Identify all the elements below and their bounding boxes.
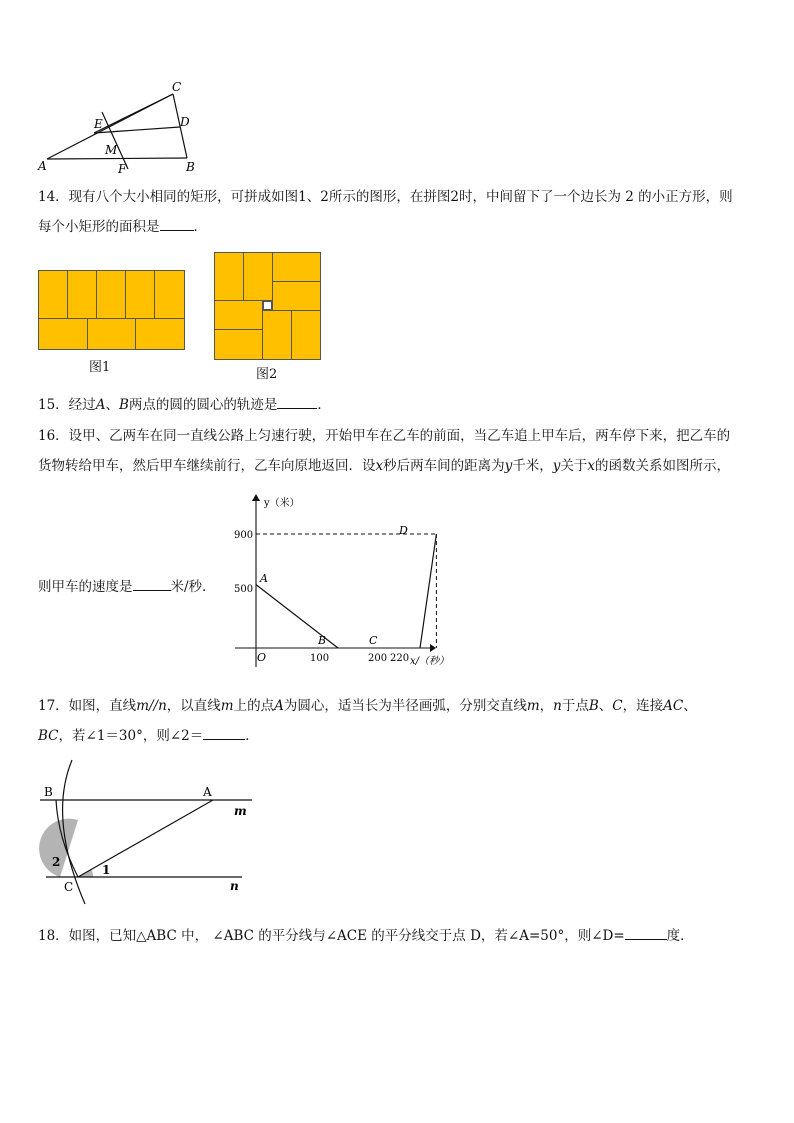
answer-blank	[133, 574, 171, 591]
x-axis-arrow	[430, 644, 436, 652]
question-16	[38, 421, 758, 481]
question-15: 15．经过A、B两点的圆的圆心的轨迹是 ．	[38, 390, 758, 420]
rectangle	[67, 270, 97, 319]
question-14	[38, 182, 758, 242]
rectangle	[38, 318, 88, 350]
x-tick-100: 100	[310, 653, 330, 664]
rectangle	[214, 329, 263, 360]
y-tick-500: 500	[234, 584, 254, 595]
point-A-label: A	[260, 572, 268, 585]
distance-time-chart	[220, 492, 460, 677]
fig-label-m: m	[234, 804, 247, 818]
rectangle	[214, 252, 244, 301]
answer-blank	[160, 214, 194, 231]
series-line-2	[420, 534, 436, 648]
rectangle	[125, 270, 155, 319]
rectangle	[135, 318, 185, 350]
label-E: E	[94, 117, 103, 131]
x-tick-200: 200	[368, 653, 388, 664]
fig-label-B: B	[44, 785, 53, 799]
parallel-lines-figure	[30, 758, 270, 908]
rectangle	[38, 270, 68, 319]
answer-blank	[277, 392, 317, 409]
rectangle	[87, 318, 136, 350]
rectangle	[291, 310, 321, 360]
question-18: 18．如图，已知△ABC 中， ∠ABC 的平分线与∠ACE 的平分线交于点 D，若∠A=50°，则∠D= 度．	[38, 921, 758, 951]
fig-label-A: A	[203, 785, 212, 799]
y-axis-arrow	[252, 494, 260, 501]
question-17	[38, 691, 758, 751]
rectangle	[272, 281, 321, 311]
rectangle	[154, 270, 185, 319]
rectangle	[214, 300, 263, 330]
fig-label-n: n	[230, 879, 239, 893]
point-D-label: D	[399, 524, 408, 537]
y-axis-label: y（米）	[264, 498, 300, 509]
x-axis-label: x/（秒）	[410, 656, 450, 667]
q16-line1: 16．设甲、乙两车在同一直线公路上匀速行驶，开始甲车在乙车的前面，当乙车追上甲车后，两车停下来，把乙车的	[38, 428, 731, 444]
q16-line3: 则甲车的速度是 米/秒．	[38, 572, 758, 602]
fig-label-C: C	[64, 880, 74, 894]
q17-line1: 17．如图，直线m//n，以直线m上的点A为圆心，适当长为半径画弧，分别交直线m，n于点B、C，连接AC、	[38, 698, 697, 714]
label-M: M	[105, 143, 118, 157]
q14-line2: 每个小矩形的面积是 ．	[38, 212, 758, 242]
small-square-gap	[263, 301, 272, 310]
segment-AC	[78, 800, 213, 877]
label-B: B	[186, 160, 195, 174]
rectangle	[272, 252, 321, 282]
label-C: C	[172, 80, 182, 94]
q17-line2: BC，若∠1＝30°，则∠2＝ ．	[38, 721, 758, 751]
label-D: D	[180, 115, 190, 129]
answer-blank	[203, 723, 245, 740]
q14-line1: 14．现有八个大小相同的矩形，可拼成如图1、2所示的图形，在拼图2时，中间留下了一个边长为 2 的小正方形，则	[38, 189, 733, 205]
figure-1-caption: 图1	[89, 360, 111, 375]
rectangle	[243, 252, 273, 301]
point-B-label: B	[318, 634, 327, 647]
rectangle	[96, 270, 126, 319]
y-tick-900: 900	[234, 530, 254, 541]
figure-2-caption: 图2	[256, 367, 278, 382]
x-tick-220: 220	[390, 653, 410, 664]
label-A: A	[38, 159, 47, 173]
label-F: F	[118, 162, 127, 175]
rectangle	[262, 310, 292, 360]
fig-label-2: 2	[52, 855, 61, 869]
fig-label-1: 1	[102, 863, 111, 877]
q16-line2: 货物转给甲车，然后甲车继续前行，乙车向原地返回．设x秒后两车间的距离为y千米，y关于x的函数关系如图所示，	[38, 458, 731, 474]
origin-label: O	[257, 651, 267, 664]
point-C-label: C	[369, 634, 378, 647]
triangle-figure	[30, 75, 220, 175]
answer-blank	[625, 923, 667, 940]
